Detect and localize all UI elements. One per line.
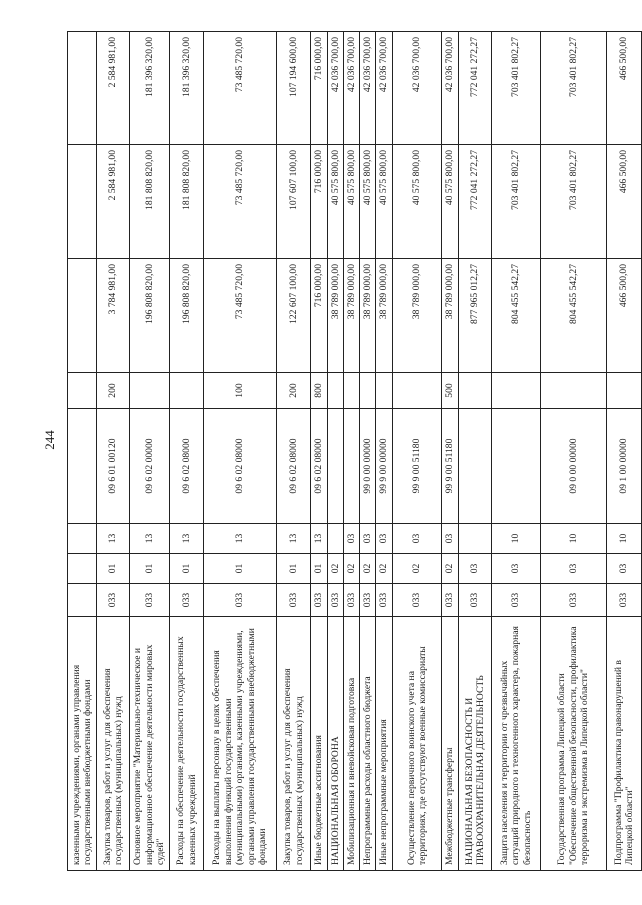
cell-sum2: 181 808 820,00	[170, 145, 204, 259]
cell-code: 033	[344, 584, 360, 617]
cell-section: 03	[492, 554, 541, 584]
cell-name: казенными учреждениями, органами управления государственными внебюджетными фондами	[68, 617, 97, 871]
cell-expense-type	[393, 373, 442, 409]
cell-section: 01	[277, 554, 311, 584]
cell-expense-type	[607, 373, 642, 409]
cell-sum2: 40 575 800,00	[360, 145, 376, 259]
cell-expense-type	[459, 373, 492, 409]
cell-target: 09 6 02 08000	[204, 409, 277, 524]
cell-sum1: 196 808 820,00	[170, 259, 204, 373]
cell-sum2: 716 000,00	[311, 145, 328, 259]
cell-sum1: 196 808 820,00	[130, 259, 170, 373]
cell-sum3: 42 036 700,00	[442, 32, 459, 145]
table-row	[344, 32, 360, 871]
cell-sum1: 122 607 100,00	[277, 259, 311, 373]
cell-code: 033	[607, 584, 642, 617]
cell-name: Основное мероприятие "Материально-техническое и информационное обеспечение деятельности мировых судей"	[130, 617, 170, 871]
cell-sum1: 38 789 000,00	[360, 259, 376, 373]
cell-section: 02	[376, 554, 393, 584]
cell-name: Осуществление первичного воинского учета на территориях, где отсутствуют военные комиссариаты	[393, 617, 442, 871]
cell-target: 09 6 01 00120	[97, 409, 130, 524]
cell-name: Иные бюджетные ассигнования	[311, 617, 328, 871]
table-row	[541, 32, 607, 871]
cell-sum3	[68, 32, 97, 145]
budget-table-container	[67, 32, 635, 871]
table-row	[277, 32, 311, 871]
cell-sum1: 38 789 000,00	[376, 259, 393, 373]
cell-sum1: 466 500,00	[607, 259, 642, 373]
table-row	[204, 32, 277, 871]
cell-subsection	[328, 524, 344, 554]
cell-name: Закупка товаров, работ и услуг для обеспечения государственных (муниципальных) нужд	[277, 617, 311, 871]
cell-code: 033	[97, 584, 130, 617]
cell-target	[459, 409, 492, 524]
cell-sum3: 703 401 802,27	[541, 32, 607, 145]
cell-target: 99 9 00 51180	[442, 409, 459, 524]
cell-sum1: 804 455 542,27	[541, 259, 607, 373]
cell-subsection: 13	[311, 524, 328, 554]
cell-subsection: 03	[344, 524, 360, 554]
cell-name: Подпрограмма "Профилактика правонарушений в Липецкой области"	[607, 617, 642, 871]
cell-sum3: 42 036 700,00	[393, 32, 442, 145]
budget-table	[67, 31, 642, 871]
cell-sum2: 107 607 100,00	[277, 145, 311, 259]
cell-name: Защита населения и территории от чрезвычайных ситуаций природного и техногенного характера, пожарная безопасность	[492, 617, 541, 871]
cell-sum2: 40 575 800,00	[376, 145, 393, 259]
cell-code: 033	[442, 584, 459, 617]
table-row	[68, 32, 97, 871]
cell-subsection: 13	[97, 524, 130, 554]
cell-sum3: 73 485 720,00	[204, 32, 277, 145]
cell-target: 99 0 00 00000	[360, 409, 376, 524]
table-row	[97, 32, 130, 871]
cell-sum1: 38 789 000,00	[328, 259, 344, 373]
cell-code: 033	[277, 584, 311, 617]
cell-expense-type: 800	[311, 373, 328, 409]
page-number	[40, 432, 56, 448]
cell-section: 03	[459, 554, 492, 584]
cell-sum2: 703 401 802,27	[541, 145, 607, 259]
cell-expense-type: 100	[204, 373, 277, 409]
cell-sum2	[68, 145, 97, 259]
cell-name: НАЦИОНАЛЬНАЯ ОБОРОНА	[328, 617, 344, 871]
cell-sum3: 181 396 320,00	[130, 32, 170, 145]
cell-code: 033	[492, 584, 541, 617]
table-row	[459, 32, 492, 871]
page-number-text: 244	[41, 430, 57, 450]
cell-sum2: 181 808 820,00	[130, 145, 170, 259]
cell-target	[68, 409, 97, 524]
cell-subsection: 13	[204, 524, 277, 554]
cell-sum1: 73 485 720,00	[204, 259, 277, 373]
table-row	[170, 32, 204, 871]
cell-expense-type	[492, 373, 541, 409]
cell-section: 01	[170, 554, 204, 584]
cell-target: 09 6 02 08000	[170, 409, 204, 524]
cell-code: 033	[328, 584, 344, 617]
cell-target: 09 1 00 00000	[607, 409, 642, 524]
cell-expense-type	[68, 373, 97, 409]
cell-target	[492, 409, 541, 524]
cell-sum1: 38 789 000,00	[393, 259, 442, 373]
table-row	[393, 32, 442, 871]
cell-sum3: 42 036 700,00	[328, 32, 344, 145]
table-row	[607, 32, 642, 871]
cell-sum2: 466 500,00	[607, 145, 642, 259]
cell-sum1: 877 965 012,27	[459, 259, 492, 373]
cell-code: 033	[311, 584, 328, 617]
cell-subsection: 10	[541, 524, 607, 554]
cell-subsection: 03	[376, 524, 393, 554]
cell-code: 033	[541, 584, 607, 617]
table-row	[492, 32, 541, 871]
cell-sum1: 38 789 000,00	[442, 259, 459, 373]
cell-section: 02	[360, 554, 376, 584]
cell-name: Закупка товаров, работ и услуг для обеспечения государственных (муниципальных) нужд	[97, 617, 130, 871]
cell-expense-type: 200	[97, 373, 130, 409]
cell-subsection: 10	[607, 524, 642, 554]
cell-subsection: 03	[393, 524, 442, 554]
cell-sum1	[68, 259, 97, 373]
table-row	[328, 32, 344, 871]
table-row	[442, 32, 459, 871]
cell-expense-type: 500	[442, 373, 459, 409]
cell-sum2: 73 485 720,00	[204, 145, 277, 259]
cell-subsection: 03	[442, 524, 459, 554]
cell-sum3: 107 194 600,00	[277, 32, 311, 145]
table-row	[376, 32, 393, 871]
cell-expense-type	[376, 373, 393, 409]
cell-expense-type	[541, 373, 607, 409]
cell-expense-type	[344, 373, 360, 409]
cell-section: 02	[344, 554, 360, 584]
cell-section: 01	[130, 554, 170, 584]
cell-name: НАЦИОНАЛЬНАЯ БЕЗОПАСНОСТЬ И ПРАВООХРАНИТЕЛЬНАЯ ДЕЯТЕЛЬНОСТЬ	[459, 617, 492, 871]
cell-sum1: 716 000,00	[311, 259, 328, 373]
cell-target: 99 9 00 51180	[393, 409, 442, 524]
budget-table-body	[68, 32, 642, 871]
cell-sum2: 40 575 800,00	[344, 145, 360, 259]
cell-sum2: 40 575 800,00	[393, 145, 442, 259]
cell-code: 033	[360, 584, 376, 617]
cell-sum2: 772 041 272,27	[459, 145, 492, 259]
cell-sum3: 42 036 700,00	[360, 32, 376, 145]
cell-sum1: 804 455 542,27	[492, 259, 541, 373]
cell-sum3: 181 396 320,00	[170, 32, 204, 145]
cell-expense-type	[328, 373, 344, 409]
cell-subsection: 13	[277, 524, 311, 554]
cell-target	[344, 409, 360, 524]
cell-name: Непрограммные расходы областного бюджета	[360, 617, 376, 871]
cell-code	[68, 584, 97, 617]
cell-target: 99 9 00 00000	[376, 409, 393, 524]
cell-expense-type: 200	[277, 373, 311, 409]
cell-sum2: 40 575 800,00	[328, 145, 344, 259]
cell-section: 01	[97, 554, 130, 584]
cell-sum1: 38 789 000,00	[344, 259, 360, 373]
cell-target: 09 6 02 08000	[277, 409, 311, 524]
cell-code: 033	[393, 584, 442, 617]
table-row	[360, 32, 376, 871]
cell-sum3: 2 584 981,00	[97, 32, 130, 145]
cell-section: 01	[204, 554, 277, 584]
cell-name: Государственная программа Липецкой области "Обеспечение общественной безопасности, профилактика терроризма и экстремизма в Липецкой области"	[541, 617, 607, 871]
cell-code: 033	[376, 584, 393, 617]
cell-sum2: 703 401 802,27	[492, 145, 541, 259]
cell-name: Мобилизационная и вневойсковая подготовка	[344, 617, 360, 871]
cell-section	[68, 554, 97, 584]
cell-target: 09 6 02 08000	[311, 409, 328, 524]
cell-code: 033	[459, 584, 492, 617]
cell-expense-type	[130, 373, 170, 409]
cell-code: 033	[170, 584, 204, 617]
cell-name: Расходы на выплаты персоналу в целях обеспечения выполнения функций государственными (муниципальными) органами, казенными учреждениями, органами управления государственными внебюджетными фондами	[204, 617, 277, 871]
cell-sum2: 40 575 800,00	[442, 145, 459, 259]
cell-section: 02	[442, 554, 459, 584]
cell-section: 01	[311, 554, 328, 584]
table-row	[130, 32, 170, 871]
cell-target: 09 0 00 00000	[541, 409, 607, 524]
cell-name: Межбюджетные трансферты	[442, 617, 459, 871]
cell-name: Иные непрограммные мероприятия	[376, 617, 393, 871]
cell-expense-type	[170, 373, 204, 409]
cell-subsection	[68, 524, 97, 554]
cell-sum3: 716 000,00	[311, 32, 328, 145]
cell-section: 03	[607, 554, 642, 584]
cell-expense-type	[360, 373, 376, 409]
cell-sum3: 466 500,00	[607, 32, 642, 145]
cell-sum3: 42 036 700,00	[376, 32, 393, 145]
cell-target	[328, 409, 344, 524]
cell-subsection: 13	[130, 524, 170, 554]
cell-code: 033	[204, 584, 277, 617]
cell-target: 09 6 02 00000	[130, 409, 170, 524]
cell-code: 033	[130, 584, 170, 617]
cell-name: Расходы на обеспечение деятельности государственных казенных учреждений	[170, 617, 204, 871]
cell-section: 02	[393, 554, 442, 584]
cell-subsection	[459, 524, 492, 554]
cell-section: 03	[541, 554, 607, 584]
cell-sum2: 2 584 981,00	[97, 145, 130, 259]
cell-section: 02	[328, 554, 344, 584]
cell-subsection: 03	[360, 524, 376, 554]
cell-sum3: 703 401 802,27	[492, 32, 541, 145]
cell-subsection: 13	[170, 524, 204, 554]
cell-sum1: 3 784 981,00	[97, 259, 130, 373]
cell-sum3: 42 036 700,00	[344, 32, 360, 145]
table-row	[311, 32, 328, 871]
cell-sum3: 772 041 272,27	[459, 32, 492, 145]
cell-subsection: 10	[492, 524, 541, 554]
